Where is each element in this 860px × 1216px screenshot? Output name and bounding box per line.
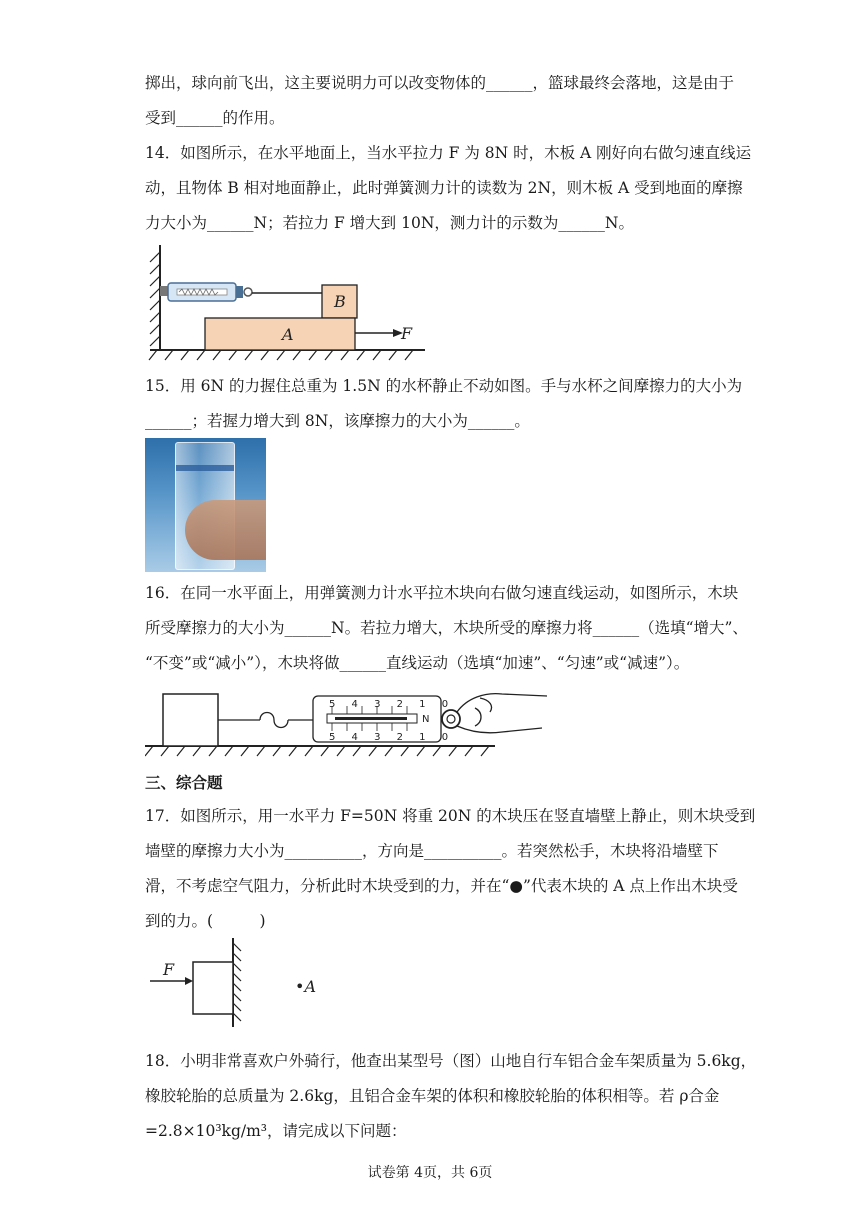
- scale-top-label: 5 4 3 2 1 0: [329, 699, 455, 710]
- page-footer: 试卷第 4页，共 6页: [367, 1165, 493, 1181]
- question-18-line: =2.8×10³kg/m³，请完成以下问题：: [145, 1122, 407, 1140]
- force-f-label: F: [163, 960, 175, 979]
- figure-16: [145, 676, 550, 761]
- question-14-line: 动，且物体 B 相对地面静止，此时弹簧测力计的读数为 2N，则木板 A 受到地面的摩擦: [145, 179, 743, 197]
- water-glass-photo: [145, 438, 266, 572]
- point-a-label: •A: [295, 977, 316, 996]
- question-14-line: 力大小为______N；若拉力 F 增大到 10N，测力计的示数为______N。: [145, 214, 634, 232]
- question-16-line: 16．在同一水平面上，用弹簧测力计水平拉木块向右做匀速直线运动，如图所示，木块: [145, 584, 739, 602]
- question-15-line: ______；若握力增大到 8N，该摩擦力的大小为______。: [145, 412, 530, 430]
- question-15-line: 15．用 6N 的力握住总重为 1.5N 的水杯静止不动如图。手与水杯之间摩擦力的大小为: [145, 377, 743, 395]
- figure-17: [145, 935, 335, 1030]
- text-line: 掷出，球向前飞出，这主要说明力可以改变物体的______，篮球最终会落地，这是由于: [145, 74, 735, 92]
- unit-label: N: [422, 714, 430, 725]
- text-line: 受到______的作用。: [145, 109, 285, 127]
- question-16-line: “不变”或“减小”），木块将做______直线运动（选填“加速”、“匀速”或“减速”）。: [145, 654, 690, 672]
- question-17-line: 滑，不考虑空气阻力，分析此时木块受到的力，并在“●”代表木块的 A 点上作出木块受: [145, 877, 738, 895]
- hand: [185, 500, 266, 560]
- figure-14: [145, 240, 430, 365]
- section-heading: 三、综合题: [145, 774, 223, 792]
- board-a-label: A: [282, 325, 294, 344]
- question-17-line: 到的力。( ): [145, 912, 266, 930]
- question-18-line: 橡胶轮胎的总质量为 2.6kg，且铝合金车架的体积和橡胶轮胎的体积相等。若 ρ合金: [145, 1087, 720, 1105]
- block-b-label: B: [334, 292, 346, 311]
- force-f-label: F: [401, 324, 413, 343]
- question-17-line: 17．如图所示，用一水平力 F=50N 将重 20N 的木块压在竖直墙壁上静止，则木块受到: [145, 807, 756, 825]
- question-16-line: 所受摩擦力的大小为______N。若拉力增大，木块所受的摩擦力将______（选填“增大”、: [145, 619, 748, 637]
- question-14-line: 14．如图所示，在水平地面上，当水平拉力 F 为 8N 时，木板 A 刚好向右做匀速直线运: [145, 144, 752, 162]
- question-18-line: 18．小明非常喜欢户外骑行，他查出某型号（图）山地自行车铝合金车架质量为 5.6kg，: [145, 1052, 757, 1070]
- question-17-line: 墙壁的摩擦力大小为__________，方向是__________。若突然松手，木块将沿墙壁下: [145, 842, 719, 860]
- scale-bottom-label: 5 4 3 2 1 0: [329, 732, 455, 743]
